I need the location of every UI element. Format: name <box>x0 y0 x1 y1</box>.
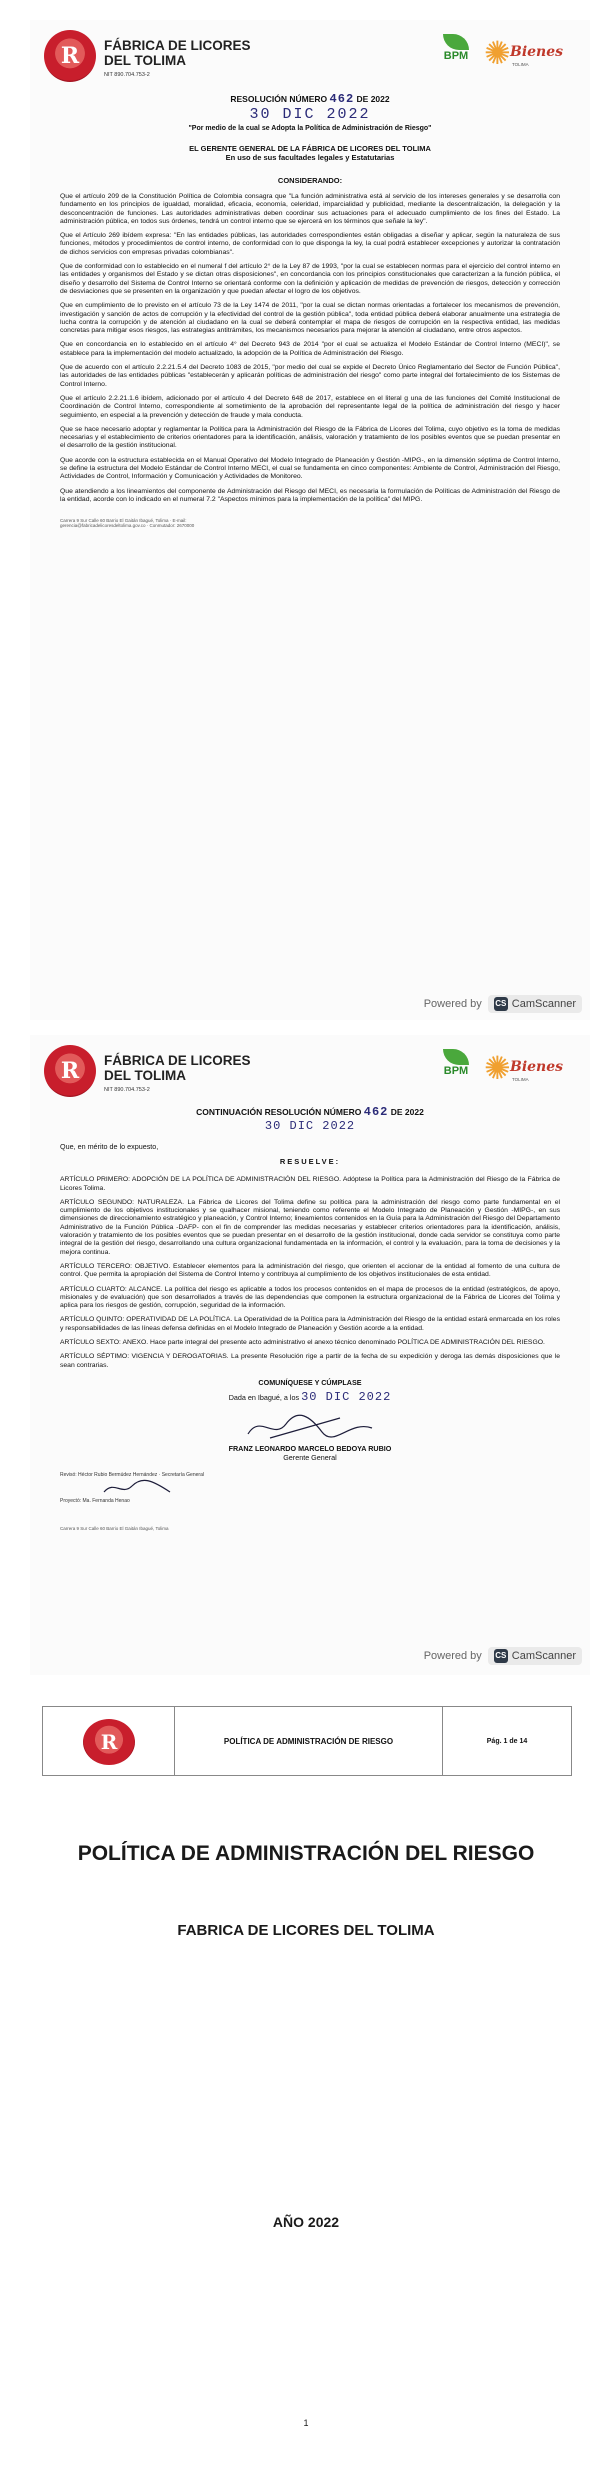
letterhead <box>30 20 590 90</box>
star-icon: ✺ <box>484 1050 511 1086</box>
given-in-text: Dada en Ibagué, a los <box>228 1392 300 1402</box>
continuation-header <box>30 1105 590 1133</box>
continuation-label: CONTINUACIÓN RESOLUCIÓN NÚMERO <box>196 1107 362 1117</box>
considerando-paragraph: Que de acuerdo con el artículo 2.2.21.5.4 del Decreto 1083 de 2015, "por medio del cual se expide el Decreto Único Reglamentario del Sector de Función Pública", las autoridades de las entidades públicas "establecerán y aplicarán políticas de administración del riesgo" como parte integral del fortalecimiento de los Sistemas de Control Interno. <box>60 364 560 388</box>
signer-name: FRANZ LEONARDO MARCELO BEDOYA RUBIO <box>228 1443 392 1453</box>
company-seal-logo <box>44 30 96 82</box>
camscanner-icon: CS <box>494 1649 508 1663</box>
company-nit: NIT 890.704.753-2 <box>104 72 150 78</box>
considerando-paragraph: Que acorde con la estructura establecida en el Manual Operativo del Modelo Integrado de Planeación y Gestión -MIPG-, en la dimensión séptima de Control Interno, se define la estructura del Modelo Estándar de Control Interno MECI, el cual se fundamenta en cinco componentes: Ambiente de Control, Administración del Riesgo, Actividades de Control, Información y Comunicación y Actividades de Monitoreo. <box>60 456 560 481</box>
powered-by-label: Powered by <box>423 1650 482 1662</box>
article-paragraph: ARTÍCULO QUINTO: OPERATIVIDAD DE LA POLÍTICA. La Operatividad de la Política para la Administración del Riesgo de la entidad estará enmarcada en los roles y responsabilidades de las líneas defensa definidas en el Modelo Integrado de Planeación y Gestión acorde a la entidad. <box>60 1316 560 1332</box>
article-paragraph: ARTÍCULO TERCERO: OBJETIVO. Establecer elementos para la administración del riesgo, que orienten el accionar de la entidad al fomento de una cultura de control. Que permita la apropiación del Sistema de Control Interno y contribuya al cumplimiento de los objetivos institucionales de esta entidad. <box>60 1262 560 1279</box>
bienestar-logo: ✺ Bienes TOLIMA <box>484 35 564 71</box>
company-seal-logo <box>44 1045 96 1097</box>
resolution-subtitle: "Por medio de la cual se Adopta la Política de Administración de Riesgo" <box>188 125 432 132</box>
reviewer-initials <box>100 1478 180 1498</box>
bpm-logo: BPM <box>438 1049 474 1087</box>
considerando-paragraph: Que atendiendo a los lineamientos del componente de Administración del Riesgo del MECI, es necesaria la formulación de Políticas de Administración del Riesgo de la entidad, acorde con lo indicado en el numeral 7.2 "Aspectos mínimos para la implementación de la política" del MIPG. <box>60 487 560 503</box>
camscanner-label: CamScanner <box>511 1650 576 1662</box>
page-footer-note: Carrera 9 Sur Calle 60 Barrio El Gaitán Ibagué, Tolima <box>60 1525 169 1531</box>
resolution-year: DE 2022 <box>356 94 390 104</box>
bienestar-logo: ✺ Bienes TOLIMA <box>484 1050 564 1086</box>
camscanner-watermark <box>424 995 582 1013</box>
page-footer-note: Carrera 9 Sur Calle 60 Barrio El Gaitán Ibagué, Tolima · E-mail: gerencia@fabricadelicoresdeltolima.gov.co · Conmutador: 2670000 <box>60 518 195 529</box>
company-name: FÁBRICA DE LICORES DEL TOLIMA <box>104 1053 251 1083</box>
closing-date-stamp: 30 DIC 2022 <box>301 1389 392 1404</box>
reviewer-note: Revisó: Héctor Rubio Bermúdez Hernández · Secretaría General <box>60 1471 204 1478</box>
bpm-logo: BPM <box>438 34 474 72</box>
scanned-page-2 <box>30 1035 590 1675</box>
camscanner-watermark <box>424 1647 582 1665</box>
article-paragraph: ARTÍCULO SEGUNDO: NATURALEZA. La Fábrica de Licores del Tolima define su política para la administración del riesgo como parte fundamental en el cumplimiento de los objetivos institucionales y se qualhacer misional, teniendo como referente el Modelo Integrado de Planeación y Gestión -MIPG-, en sus dimensiones de direccionamiento estratégico y planeación, y Control Interno; lineamientos contenidos en la Guía para la Administración del Riesgo del Departamento Administrativo de la Función Pública -DAFP- con el fin de comprender las medidas necesarias y establecer criterios orientadores para la identificación, análisis, valoración y tratamiento de los posibles eventos que se puedan presentar en el desarrollo de la gestión institucional, donde cada servidor se constituya como parte integral de la gestión del riesgo, desarrollando una cultura organizacional fundamentada en la información, el control y la evaluación, para la toma de decisiones y la mejora continua. <box>60 1198 560 1256</box>
considerando-paragraph: Que se hace necesario adoptar y reglamentar la Política para la Administración del Riesgo de la Fábrica de Licores del Tolima, cuyo objetivo es la toma de medidas necesarias y el establecimiento de criterios orientadores para la identificación, análisis, valoración y tratamiento de los posibles eventos que se puedan presentar en el desarrollo de la gestión institucional. <box>60 425 560 450</box>
resuelve-heading: RESUELVE: <box>279 1157 341 1167</box>
closing-block <box>30 1378 590 1404</box>
resolution-label: RESOLUCIÓN NÚMERO <box>230 94 328 104</box>
resolution-number: 462 <box>363 1105 389 1119</box>
company-seal-logo <box>83 1719 135 1765</box>
authority-block <box>30 144 590 162</box>
considerando-paragraph: Que el artículo 209 de la Constitución Política de Colombia consagra que "La función administrativa está al servicio de los intereses generales y se desarrolla con fundamento en los principios de igualdad, moralidad, eficacia, economía, celeridad, imparcialidad y publicidad, mediante la descentralización, la delegación y la desconcentración de funciones. Las autoridades administrativas deben coordinar sus actuaciones para el adecuado cumplimiento de los fines del Estado. La administración pública, en todos sus órdenes, tendrá un control interno que se ejercerá en los términos que señale la ley". <box>60 193 560 225</box>
resolution-year: DE 2022 <box>390 1107 424 1117</box>
cover-subtitle: FABRICA DE LICORES DEL TOLIMA <box>177 1922 435 1939</box>
considerando-paragraph: Que el artículo 2.2.21.1.6 ibídem, adicionado por el artículo 4 del Decreto 648 de 2017, establece en el literal g una de las funciones del Comité Institucional de Coordinación de Control Interno, correspondiente al sometimiento de la aprobación del representante legal de la política de administración del riesgo y hacer seguimiento, en especial a la prevención y detección de fraude y mala conducta. <box>60 394 560 419</box>
page-indicator: Pág. 1 de 14 <box>486 1737 528 1745</box>
resolution-date-stamp: 30 DIC 2022 <box>249 106 371 123</box>
letterhead <box>30 1035 590 1105</box>
article-paragraph: ARTÍCULO SÉPTIMO: VIGENCIA Y DEROGATORIAS. La presente Resolución rige a partir de la fecha de su expedición y deroga las demás disposiciones que le sean contrarias. <box>60 1353 560 1369</box>
resolution-number: 462 <box>329 92 355 106</box>
projected-note: Proyectó: Ma. Fernanda Henao <box>60 1497 130 1504</box>
page-number: 1 <box>303 2418 309 2428</box>
company-nit: NIT 890.704.753-2 <box>104 1087 150 1093</box>
company-name: FÁBRICA DE LICORES DEL TOLIMA <box>104 38 251 68</box>
resolution-header <box>30 92 590 132</box>
resolution-date-stamp: 30 DIC 2022 <box>264 1119 356 1133</box>
star-icon: ✺ <box>484 35 511 71</box>
considerando-heading: CONSIDERANDO: <box>277 176 343 185</box>
considerando-paragraph: Que en cumplimiento de lo previsto en el artículo 73 de la Ley 1474 de 2011, "por la cual se dictan normas orientadas a fortalecer los mecanismos de prevención, investigación y sanción de actos de corrupción y la efectividad del control de la gestión pública", toda entidad pública deberá elaborar anualmente una estrategia de lucha contra la corrupción y de atención al ciudadano en la cual se deberá contemplar el mapa de riesgos de corrupción en la respectiva entidad, las medidas concretas para mitigar esos riesgos, las estrategias antitrámites, los mecanismos necesarios para mejorar la atención al ciudadano, entre otros aspectos. <box>60 302 560 335</box>
signer-role: Gerente General <box>283 1452 337 1462</box>
authority-subtitle: En uso de sus facultades legales y Estatutarias <box>225 153 395 162</box>
cover-title: POLÍTICA DE ADMINISTRACIÓN DEL RIESGO <box>77 1842 535 1865</box>
article-paragraph: ARTÍCULO PRIMERO: ADOPCIÓN DE LA POLÍTICA DE ADMINISTRACIÓN DEL RIESGO. Adóptese la Política para la Administración del Riesgo de la Fábrica de Licores Tolima. <box>60 1176 560 1192</box>
powered-by-label: Powered by <box>423 998 482 1010</box>
document-header-title: POLÍTICA DE ADMINISTRACIÓN DE RIESGO <box>175 1707 443 1775</box>
leaf-icon <box>443 1049 469 1065</box>
article-paragraph: ARTÍCULO CUARTO: ALCANCE. La política del riesgo es aplicable a todos los procesos contenidos en el mapa de procesos de la entidad (estratégicos, de apoyo, misionales y de evaluación) que son desarrollados a través de las dependencias que componen la estructura organizacional de la Fábrica de Licores del Tolima y aplica para los riesgos de gestión, corrupción, seguridad de la información. <box>60 1285 560 1310</box>
article-paragraph: ARTÍCULO SEXTO: ANEXO. Hace parte integral del presente acto administrativo el anexo técnico denominado POLÍTICA DE ADMINISTRACIÓN DEL RIESGO. <box>60 1339 545 1347</box>
scanned-page-1 <box>30 20 590 1020</box>
considerando-paragraph: Que en concordancia en lo establecido en el artículo 4° del Decreto 943 de 2014 "por el cual se actualiza el Modelo Estándar de Control Interno (MECI)", se establece para la implementación del modelo actualizado, la adopción de la Política de Administración del Riesgo. <box>60 341 560 357</box>
cover-year: AÑO 2022 <box>272 2214 340 2230</box>
signature-scribble <box>240 1410 380 1444</box>
considerando-paragraph: Que de conformidad con lo establecido en el numeral f del artículo 2° de la Ley 87 de 1993, "por la cual se establecen normas para el ejercicio del control interno en las entidades y organismos del Estado y se dictan otras disposiciones", en concordancia con los principios constitucionales que caracterizan a la función pública, el diseño y desarrollo del Sistema de Control Interno se orientará conforme con la definición y aplicación de medidas de prevención de riesgos, detección y corrección de desviaciones que se presenten en la organización y que puedan afectar el logro de los objetivos. <box>60 263 560 295</box>
authority-title: EL GERENTE GENERAL DE LA FÁBRICA DE LICORES DEL TOLIMA <box>189 144 431 153</box>
considerando-paragraph: Que el Artículo 269 ibídem expresa: "En las entidades públicas, las autoridades correspondientes están obligadas a diseñar y aplicar, según la naturaleza de sus funciones, métodos y procedimientos de control interno, de conformidad con lo que disponga la ley, la cual podrá establecer excepciones y autorizar la contratación de dichos servicios con empresas privadas colombianas". <box>60 232 560 256</box>
leaf-icon <box>443 34 469 50</box>
closing-formula: COMUNÍQUESE Y CÚMPLASE <box>258 1377 362 1387</box>
intro-text: Que, en mérito de lo expuesto, <box>60 1142 159 1151</box>
camscanner-icon: CS <box>494 997 508 1011</box>
camscanner-label: CamScanner <box>511 998 576 1010</box>
document-header-table <box>42 1706 572 1776</box>
